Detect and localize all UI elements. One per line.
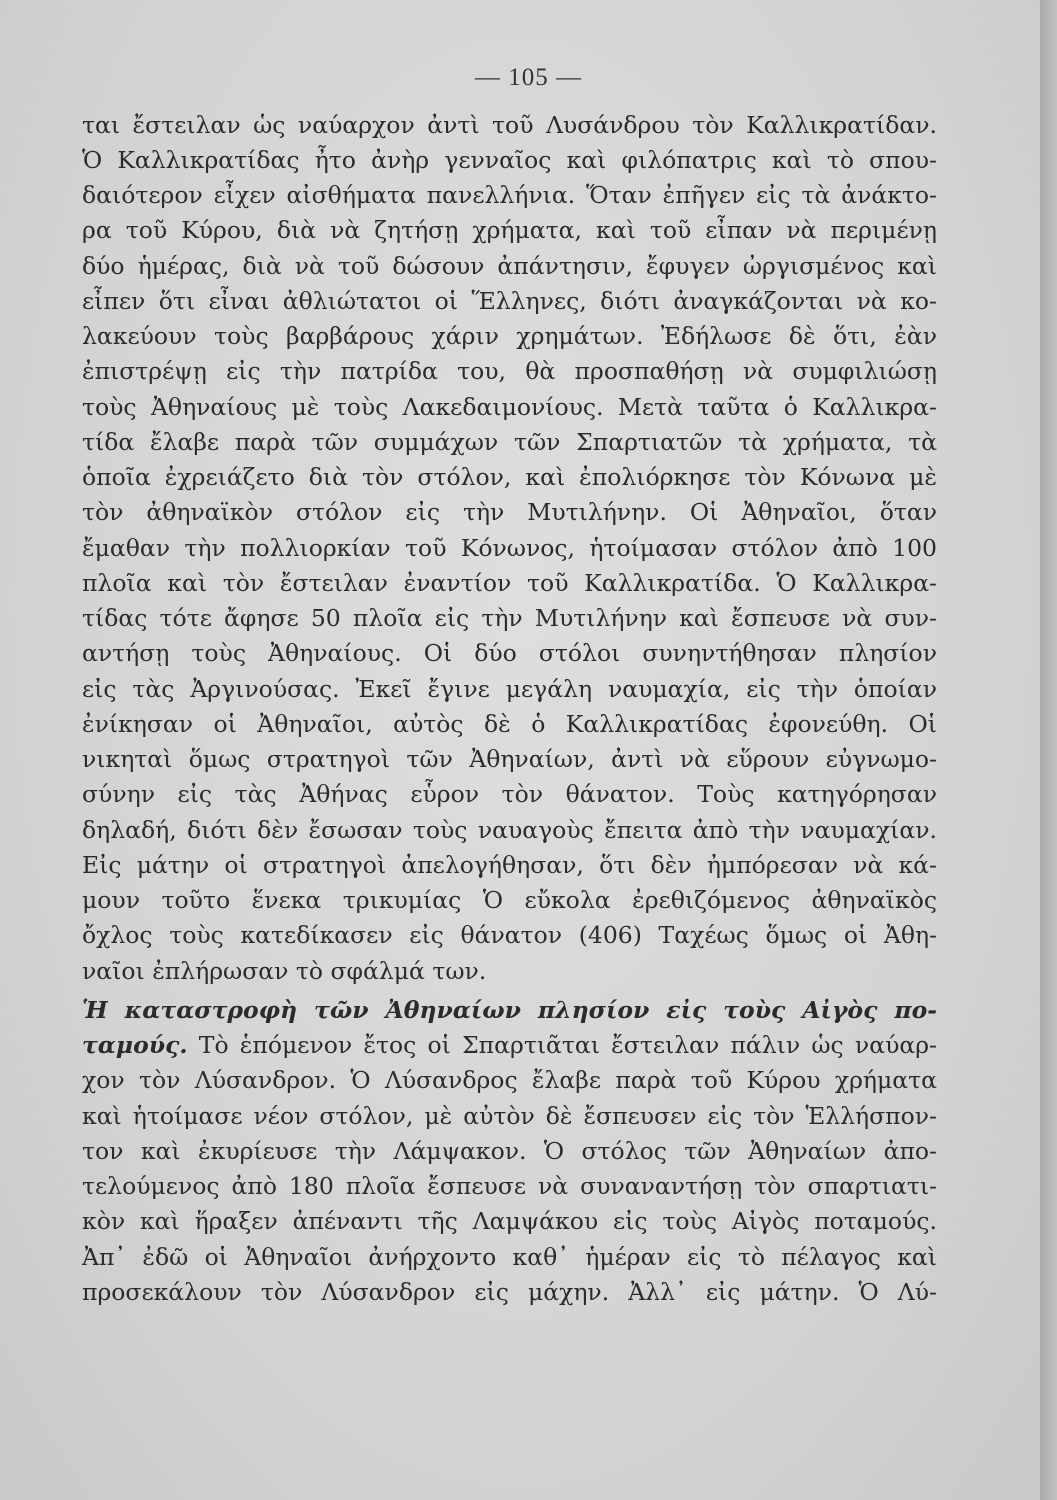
text-line: κὸν καὶ ἥραξεν ἀπέναντι τῆς Λαμψάκου εἰς τοὺς Αἰγὸς ποταμούς. — [82, 1207, 937, 1235]
text-line: ται ἔστειλαν ὡς ναύαρχον ἀντὶ τοῦ Λυσάνδρου τὸν Καλλικρατίδαν. — [82, 111, 937, 139]
text-line: ὁποῖα ἐχρειάζετο διὰ τὸν στόλον, καὶ ἐπολιόρκησε τὸν Κόνωνα μὲ — [82, 463, 937, 491]
text-line: Ὁ Καλλικρατίδας ἦτο ἀνὴρ γενναῖος καὶ φιλόπατρις καὶ τὸ σπου- — [82, 146, 937, 174]
text-line: τίδας τότε ἄφησε 50 πλοῖα εἰς τὴν Μυτιλήνην καὶ ἔσπευσε νὰ συν- — [82, 604, 937, 632]
text-line: Εἰς μάτην οἱ στρατηγοὶ ἀπελογήθησαν, ὅτι δὲν ἠμπόρεσαν νὰ κά- — [82, 851, 937, 879]
text-line: μουν τοῦτο ἕνεκα τρικυμίας Ὁ εὔκολα ἐρεθιζόμενος ἀθηναϊκὸς — [82, 886, 937, 914]
text-line: πλοῖα καὶ τὸν ἔστειλαν ἐναντίον τοῦ Καλλικρατίδα. Ὁ Καλλικρα- — [82, 569, 937, 597]
text-line: σύνην εἰς τὰς Ἀθήνας εὗρον τὸν θάνατον. Τοὺς κατηγόρησαν — [82, 780, 937, 808]
text-segment: Τὸ ἑπόμενον ἔτος οἱ Σπαρτιᾶται ἔστειλαν πάλιν ὡς ναύαρ- — [198, 1031, 937, 1059]
text-line: τὸν ἀθηναϊκὸν στόλον εἰς τὴν Μυτιλήνην. Οἱ Ἀθηναῖοι, ὅταν — [82, 498, 937, 526]
text-line: ἔμαθαν τὴν πολλιορκίαν τοῦ Κόνωνος, ἡτοίμασαν στόλον ἀπὸ 100 — [82, 534, 937, 562]
text-line: προσεκάλουν τὸν Λύσανδρον εἰς μάχην. Ἀλλ᾽ εἰς μάτην. Ὁ Λύ- — [82, 1278, 937, 1306]
section-heading-continued: ταμούς. — [82, 1031, 188, 1059]
text-line: ἐνίκησαν οἱ Ἀθηναῖοι, αὐτὸς δὲ ὁ Καλλικρατίδας ἐφονεύθη. Οἱ — [82, 710, 937, 738]
section-heading-line — [82, 995, 937, 1025]
text-line — [82, 1030, 937, 1060]
text-line: δηλαδή, διότι δὲν ἔσωσαν τοὺς ναυαγοὺς ἔπειτα ἀπὸ τὴν ναυμαχίαν. — [82, 816, 937, 844]
text-line: εἶπεν ὅτι εἶναι ἀθλιώτατοι οἱ Ἕλληνες, διότι ἀναγκάζονται νὰ κο- — [82, 287, 937, 315]
section-heading: Ἡ καταστροφὴ τῶν Ἀθηναίων πλησίον εἰς τοὺς Αἰγὸς πο- — [82, 996, 937, 1024]
text-line: τοὺς Ἀθηναίους μὲ τοὺς Λακεδαιμονίους. Μετὰ ταῦτα ὁ Καλλικρα- — [82, 393, 937, 421]
text-line: αντήσῃ τοὺς Ἀθηναίους. Οἱ δύο στόλοι συνηντήθησαν πλησίον — [82, 639, 937, 667]
text-line: εἰς τὰς Ἀργινούσας. Ἐκεῖ ἔγινε μεγάλη ναυμαχία, εἰς τὴν ὁποίαν — [82, 675, 937, 703]
text-line: νικηταὶ ὅμως στρατηγοὶ τῶν Ἀθηναίων, ἀντὶ νὰ εὕρουν εὐγνωμο- — [82, 745, 937, 773]
text-line: ρα τοῦ Κύρου, διὰ νὰ ζητήσῃ χρήματα, καὶ τοῦ εἶπαν νὰ περιμένῃ — [82, 216, 937, 244]
text-line: ναῖοι ἐπλήρωσαν τὸ σφάλμά των. — [82, 957, 487, 985]
text-line: ἐπιστρέψῃ εἰς τὴν πατρίδα του, θὰ προσπαθήσῃ νὰ συμφιλιώσῃ — [82, 357, 937, 385]
text-line: τον καὶ ἐκυρίευσε τὴν Λάμψακον. Ὁ στόλος τῶν Ἀθηναίων ἀπο- — [82, 1137, 937, 1165]
text-line: λακεύουν τοὺς βαρβάρους χάριν χρημάτων. Ἐδήλωσε δὲ ὅτι, ἐὰν — [82, 322, 937, 350]
text-line: τελούμενος ἀπὸ 180 πλοῖα ἔσπευσε νὰ συναναντήσῃ τὸν σπαρτιατι- — [82, 1172, 937, 1200]
text-line: χον τὸν Λύσανδρον. Ὁ Λύσανδρος ἔλαβε παρὰ τοῦ Κύρου χρήματα — [82, 1066, 937, 1094]
text-line: τίδα ἔλαβε παρὰ τῶν συμμάχων τῶν Σπαρτιατῶν τὰ χρήματα, τὰ — [82, 428, 937, 456]
text-line: Ἀπ᾽ ἐδῶ οἱ Ἀθηναῖοι ἀνήρχοντο καθ᾽ ἡμέραν εἰς τὸ πέλαγος καὶ — [82, 1243, 937, 1271]
text-line: δύο ἡμέρας, διὰ νὰ τοῦ δώσουν ἀπάντησιν, ἔφυγεν ὠργισμένος καὶ — [82, 252, 937, 280]
text-line: καὶ ἡτοίμασε νέον στόλον, μὲ αὐτὸν δὲ ἔσπευσεν εἰς τὸν Ἑλλήσπον- — [82, 1102, 937, 1130]
page-edge — [1040, 0, 1057, 1500]
text-line: δαιότερον εἶχεν αἰσθήματα πανελλήνια. Ὅταν ἐπῆγεν εἰς τὰ ἀνάκτο- — [82, 181, 937, 209]
page-number: — 105 — — [475, 64, 582, 91]
text-line: ὄχλος τοὺς κατεδίκασεν εἰς θάνατον (406) Ταχέως ὅμως οἱ Ἀθη- — [82, 921, 937, 949]
